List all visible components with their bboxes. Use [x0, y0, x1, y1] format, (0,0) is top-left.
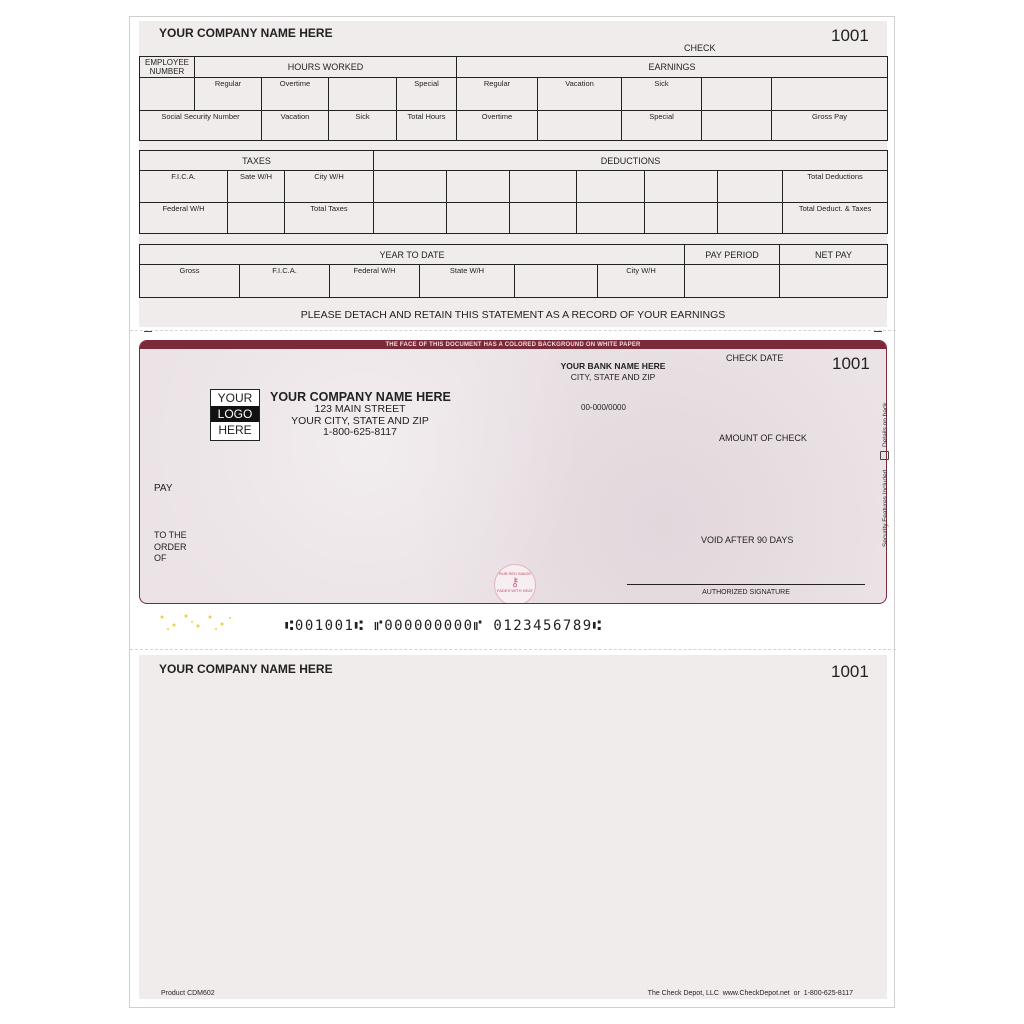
signature-line [627, 584, 865, 585]
ytd-city-cell: City W/H [598, 265, 685, 298]
perforation-tick-left [144, 331, 152, 332]
check-face [139, 340, 887, 604]
federal-wh-cell: Federal W/H [140, 203, 228, 234]
ytd-federal-cell: Federal W/H [330, 265, 420, 298]
payee-label [154, 530, 187, 565]
security-features-text: Security Features Included [882, 469, 889, 547]
earnings-vacation-cell: Vacation [538, 78, 622, 111]
amount-of-check-label: AMOUNT OF CHECK [719, 433, 807, 443]
check-number: 1001 [832, 354, 870, 373]
logo-line-3: HERE [218, 423, 252, 437]
bank-name: YOUR BANK NAME HERE [560, 361, 666, 371]
taxes-header: TAXES [140, 151, 374, 171]
ytd-fica-cell: F.I.C.A. [240, 265, 330, 298]
taxes-deductions-table [139, 150, 888, 234]
year-to-date-header: YEAR TO DATE [140, 245, 685, 265]
logo-line-1: YOUR [217, 391, 253, 405]
fica-cell: F.I.C.A. [140, 171, 228, 203]
bank-city: CITY, STATE AND ZIP [570, 372, 656, 382]
check-date-label: CHECK DATE [726, 353, 784, 363]
company-street: 123 MAIN STREET [314, 403, 406, 415]
company-phone: 1-800-625-8117 [323, 426, 397, 438]
gold-foil-marks [156, 611, 236, 633]
of-label: OF [154, 553, 167, 563]
hours-regular-cell: Regular [195, 78, 262, 111]
seal-top-text: RUB RED IMAGE [498, 571, 531, 576]
hours-worked-header: HOURS WORKED [195, 57, 457, 78]
micr-line: ⑆001001⑆ ⑈000000000⑈ 0123456789⑆ [285, 618, 603, 634]
top-stub-company: YOUR COMPANY NAME HERE [159, 26, 333, 40]
ytd-state-cell: State W/H [420, 265, 515, 298]
detach-notice: PLEASE DETACH AND RETAIN THIS STATEMENT AS A RECORD OF YOUR EARNINGS [300, 309, 726, 321]
earnings-sick-cell: Sick [622, 78, 702, 111]
perforation-tick-right [874, 331, 882, 332]
top-stub-check-number: 1001 [831, 26, 869, 45]
earnings-header: EARNINGS [457, 57, 888, 78]
city-wh-cell: City W/H [285, 171, 374, 203]
earnings-regular-cell: Regular [457, 78, 538, 111]
bottom-stub [139, 655, 887, 999]
bank-block [548, 361, 678, 383]
ytd-gross-cell: Gross [140, 265, 240, 298]
total-hours-cell: Total Hours [397, 111, 457, 141]
earnings-special-cell: Special [622, 111, 702, 141]
hours-special-cell: Special [397, 78, 457, 111]
net-pay-header: NET PAY [780, 245, 888, 265]
check-sheet [129, 16, 895, 1008]
deductions-header: DEDUCTIONS [374, 151, 888, 171]
pay-period-header: PAY PERIOD [685, 245, 780, 265]
logo-line-2: LOGO [211, 406, 259, 422]
heat-seal [494, 564, 536, 604]
routing-fraction: 00-000/0000 [581, 403, 626, 412]
signature-label: AUTHORIZED SIGNATURE [702, 589, 790, 596]
top-stub [139, 21, 887, 327]
to-the-label: TO THE [154, 530, 187, 540]
earnings-overtime-cell: Overtime [457, 111, 538, 141]
order-label: ORDER [154, 541, 187, 552]
perforation-top [130, 330, 896, 331]
company-city: YOUR CITY, STATE AND ZIP [291, 414, 429, 427]
seal-bottom-text: FADES WITH HEAT [497, 588, 533, 593]
padlock-icon [880, 451, 889, 460]
details-on-back-text: Details on back. [882, 400, 889, 447]
hours-sick-cell: Sick [329, 111, 397, 141]
total-deduct-taxes-cell: Total Deduct. & Taxes [783, 203, 888, 234]
company-logo [210, 389, 260, 441]
total-taxes-cell: Total Taxes [285, 203, 374, 234]
hours-earnings-table [139, 56, 888, 141]
void-notice: VOID AFTER 90 DAYS [701, 535, 794, 545]
bottom-stub-check-number: 1001 [831, 662, 869, 681]
check-company-name: YOUR COMPANY NAME HERE [270, 390, 451, 404]
total-deductions-cell: Total Deductions [783, 171, 888, 203]
security-banner: THE FACE OF THIS DOCUMENT HAS A COLORED BACKGROUND ON WHITE PAPER [140, 341, 886, 349]
ssn-cell: Social Security Number [140, 111, 262, 141]
hours-vacation-cell: Vacation [262, 111, 329, 141]
gross-pay-cell: Gross Pay [772, 111, 888, 141]
hours-overtime-cell: Overtime [262, 78, 329, 111]
key-icon: ⚷ [510, 575, 520, 589]
state-wh-cell: Sate W/H [228, 171, 285, 203]
year-to-date-table [139, 244, 888, 298]
pay-label: PAY [154, 483, 173, 494]
company-address-block [270, 404, 450, 439]
bottom-stub-company: YOUR COMPANY NAME HERE [159, 662, 333, 676]
product-code: Product CDM602 [161, 990, 215, 997]
perforation-bottom [130, 649, 896, 650]
vendor-footer: The Check Depot, LLC www.CheckDepot.net or 1-800-625-8117 [647, 990, 853, 997]
top-stub-check-label: CHECK [684, 43, 716, 53]
employee-number-header: EMPLOYEE NUMBER [140, 57, 195, 78]
